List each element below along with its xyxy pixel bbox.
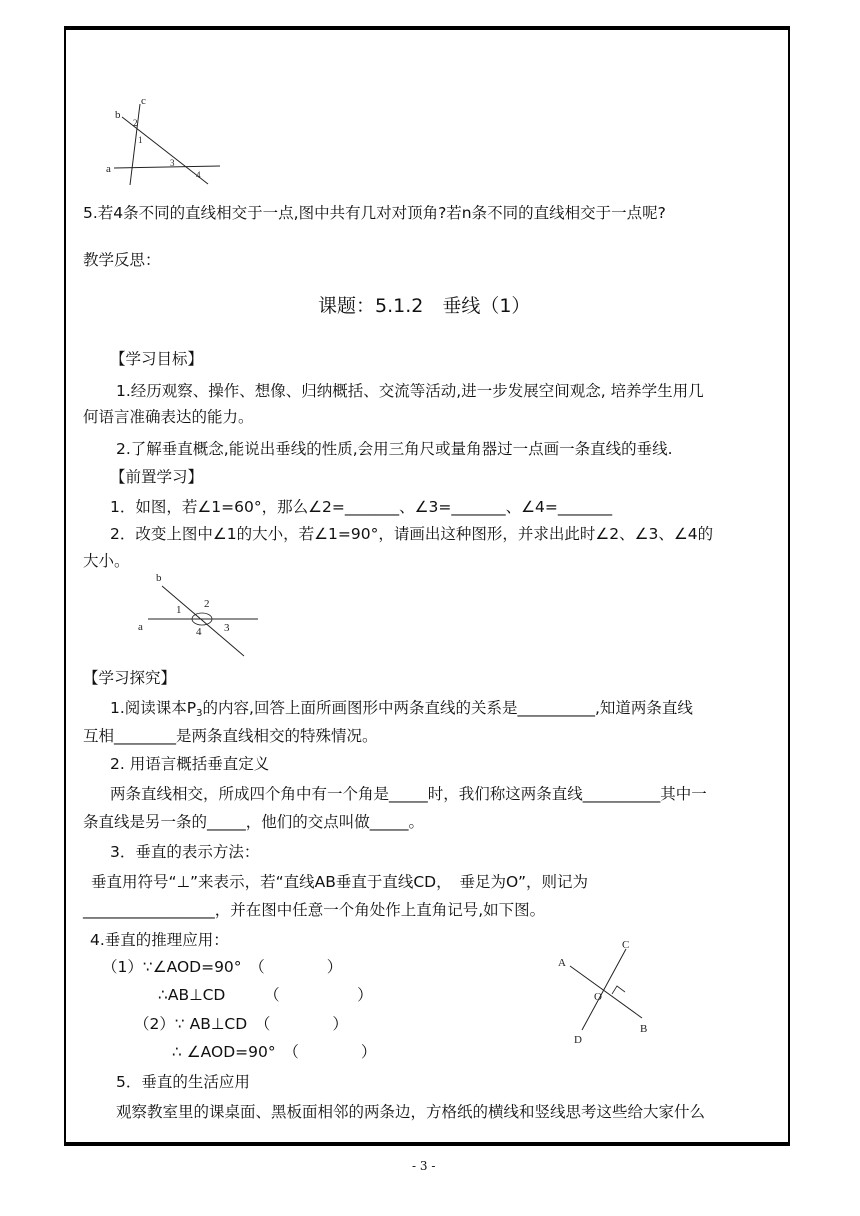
label-b: b — [115, 109, 121, 121]
preview-1: 1．如图，若∠1=60°，那么∠2=_______、∠3=_______、∠4=_______ — [110, 498, 613, 516]
label-B: B — [640, 1023, 648, 1035]
heading-learning-goals: 【学习目标】 — [110, 350, 204, 368]
label-1b: 1 — [176, 604, 182, 616]
label-3: 3 — [170, 158, 175, 168]
notation-line-1: 垂直用符号“⊥”来表示，若“直线AB垂直于直线CD， 垂足为O”，则记为 — [91, 873, 588, 891]
label-A: A — [558, 957, 566, 969]
explore-1-part-a: 1.阅读课本P — [110, 699, 197, 717]
page-subscript: 3 — [196, 708, 203, 719]
definition-line-1: 两条直线相交，所成四个角中有一个角是_____时，我们称这两条直线__________其中一 — [110, 785, 707, 803]
preview-2-line-2: 大小。 — [83, 552, 130, 570]
notation-line-2: _________________，并在图中任意一个角处作上直角记号,如下图。 — [83, 901, 546, 919]
label-O: O — [594, 991, 602, 1003]
figure-perpendicular — [552, 936, 662, 1046]
reflection-label: 教学反思： — [83, 251, 161, 269]
label-2: 2 — [133, 118, 138, 128]
question-5: 5.若4条不同的直线相交于一点,图中共有几对对顶角?若n条不同的直线相交于一点呢? — [83, 204, 666, 222]
page-border-bottom — [64, 1142, 790, 1146]
reasoning-1a: （1）∵∠AOD=90° （ ） — [102, 958, 343, 976]
label-a: a — [106, 163, 111, 175]
explore-1-line-1 — [110, 697, 693, 725]
page-border-top — [64, 26, 790, 30]
label-3b: 3 — [224, 622, 230, 634]
explore-2: 2. 用语言概括垂直定义 — [110, 755, 270, 773]
preview-2-line-1: 2．改变上图中∠1的大小，若∠1=90°，请画出这种图形，并求出此时∠2、∠3、∠4的 — [110, 525, 714, 543]
page-number: - 3 - — [412, 1159, 436, 1173]
goal-1-line-1: 1.经历观察、操作、想像、归纳概括、交流等活动,进一步发展空间观念, 培养学生用几 — [116, 382, 704, 400]
heading-explore: 【学习探究】 — [83, 669, 177, 687]
reasoning-1b: ∴AB⊥CD （ ） — [158, 986, 373, 1004]
label-c: c — [141, 95, 146, 107]
page-border-left — [64, 26, 66, 1146]
label-4: 4 — [196, 170, 201, 180]
label-b2: b — [156, 572, 162, 584]
explore-5-text: 观察教室里的课桌面、黑板面相邻的两条边，方格纸的横线和竖线思考这些给大家什么 — [116, 1103, 706, 1121]
reasoning-2b: ∴ ∠AOD=90° （ ） — [172, 1043, 377, 1061]
label-1: 1 — [138, 135, 143, 145]
label-a2: a — [138, 621, 143, 633]
label-D: D — [574, 1034, 582, 1046]
line-ab — [570, 966, 642, 1018]
definition-line-2: 条直线是另一条的_____，他们的交点叫做_____。 — [83, 813, 425, 831]
line-cd — [582, 949, 626, 1030]
goal-1-line-2: 何语言准确表达的能力。 — [83, 408, 254, 426]
label-4b: 4 — [196, 626, 202, 638]
lesson-title: 课题：5.1.2 垂线（1） — [318, 295, 531, 317]
explore-4: 4.垂直的推理应用： — [90, 931, 229, 949]
right-angle-mark — [612, 986, 625, 994]
reasoning-2a: （2）∵ AB⊥CD （ ） — [134, 1015, 348, 1033]
label-2b: 2 — [204, 598, 210, 610]
explore-1-line-2: 互相________是两条直线相交的特殊情况。 — [83, 727, 378, 745]
page-border-right — [788, 26, 790, 1146]
line-a — [114, 166, 220, 168]
figure-lines-abc — [100, 92, 230, 192]
goal-2: 2.了解垂直概念,能说出垂线的性质,会用三角尺或量角器过一点画一条直线的垂线. — [116, 440, 673, 458]
label-C: C — [622, 939, 630, 951]
explore-3: 3．垂直的表示方法： — [110, 843, 260, 861]
figure-angles — [136, 572, 266, 662]
heading-preview: 【前置学习】 — [110, 468, 204, 486]
line-b2 — [162, 586, 244, 656]
explore-1-part-b: 的内容,回答上面所画图形中两条直线的关系是__________,知道两条直线 — [202, 699, 693, 717]
explore-5: 5．垂直的生活应用 — [116, 1073, 250, 1091]
